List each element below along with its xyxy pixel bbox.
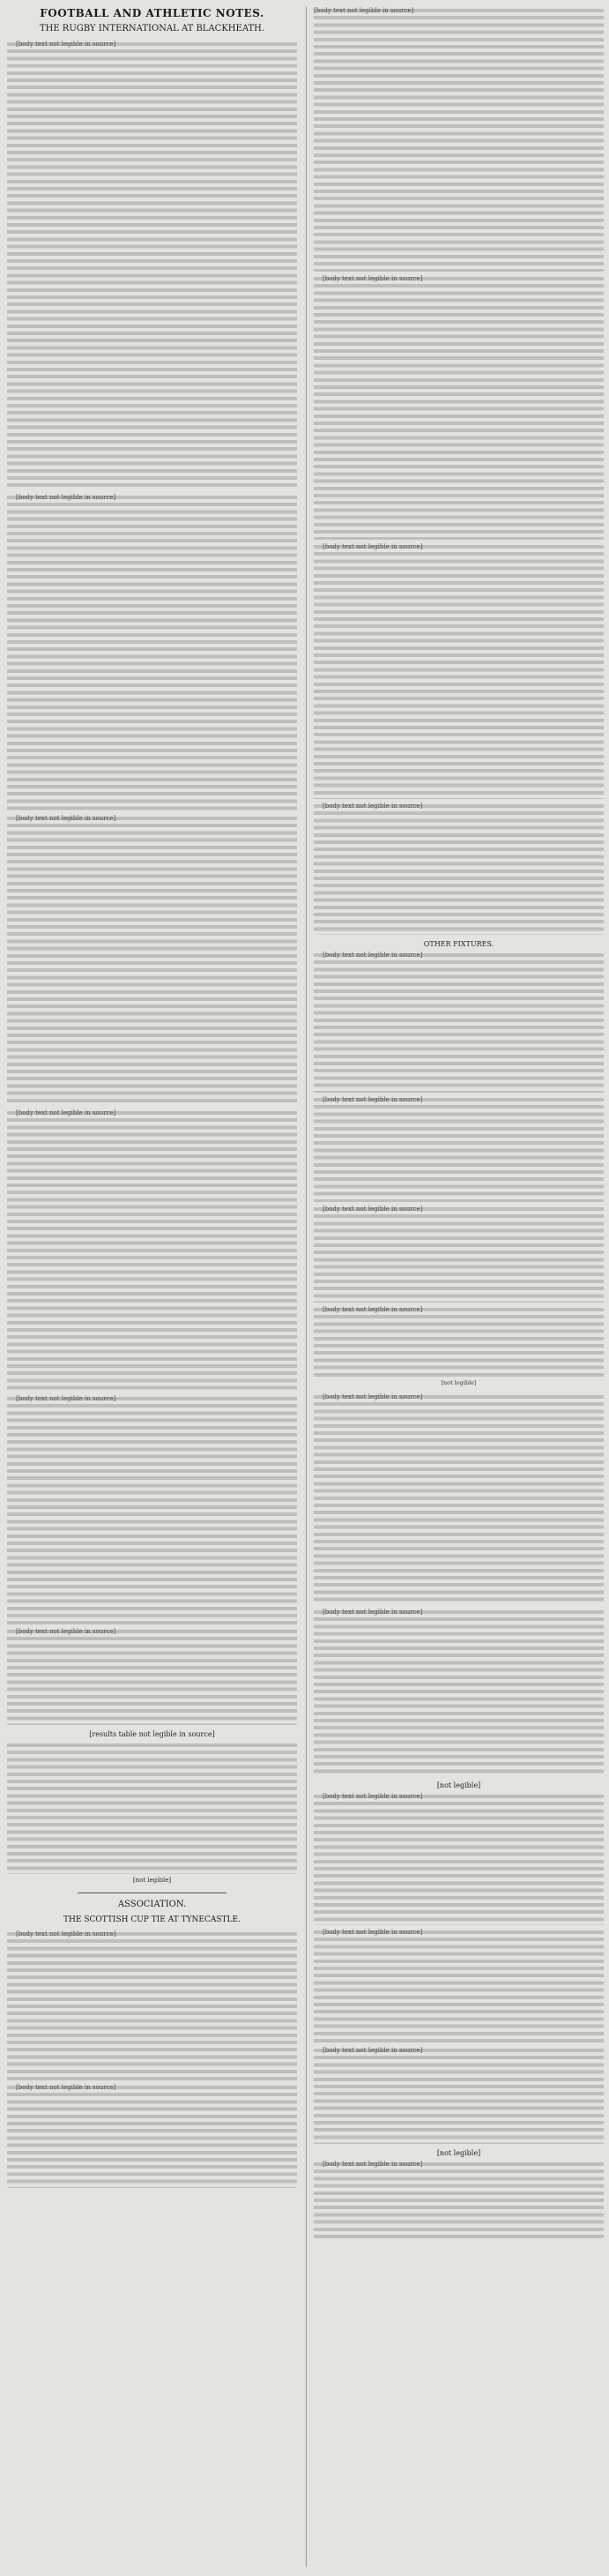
- body-paragraph: [body text not legible in source]: [7, 41, 297, 490]
- results-table: [7, 1730, 297, 1884]
- body-paragraph: [body text not legible in source]: [314, 1306, 604, 1377]
- body-paragraph: [body text not legible in source]: [314, 1793, 604, 1925]
- section-heading: FOOTBALL AND ATHLETIC NOTES.: [40, 7, 264, 19]
- body-paragraph: [body text not legible in source]: [314, 275, 604, 540]
- body-paragraph: [body text not legible in source]: [7, 2084, 297, 2188]
- page-columns: [7, 7, 604, 2567]
- left-column: [7, 7, 297, 2567]
- association-heading: ASSOCIATION.: [117, 1899, 187, 1909]
- results-title: [results table not legible in source]: [89, 1729, 215, 1738]
- body-paragraph: [body text not legible in source]: [314, 2161, 604, 2240]
- midsection-note: [not legible]: [441, 1379, 477, 1386]
- fixtures-heading: OTHER FIXTURES.: [423, 940, 494, 948]
- body-paragraph: [body text not legible in source]: [314, 1929, 604, 2043]
- body-paragraph: [body text not legible in source]: [7, 1109, 297, 1392]
- association-subheading: THE SCOTTISH CUP TIE AT TYNECASTLE.: [63, 1915, 241, 1924]
- body-paragraph: [body text not legible in source]: [314, 1393, 604, 1605]
- body-paragraph: [body text not legible in source]: [314, 2047, 604, 2144]
- article-title: THE RUGBY INTERNATIONAL AT BLACKHEATH.: [39, 24, 265, 34]
- body-paragraph: [body text not legible in source]: [7, 494, 297, 811]
- body-paragraph: [body text not legible in source]: [7, 1395, 297, 1624]
- body-paragraph: [body text not legible in source]: [7, 815, 297, 1106]
- body-paragraph: [body text not legible in source]: [314, 1206, 604, 1303]
- results-note: [not legible]: [132, 1876, 172, 1884]
- bottom-heading: [not legible]: [436, 2149, 481, 2158]
- body-paragraph: [body text not legible in source]: [314, 1609, 604, 1776]
- body-paragraph: [body text not legible in source]: [314, 952, 604, 1093]
- right-column: [306, 7, 604, 2567]
- results-block: [7, 1742, 297, 1874]
- body-paragraph: [body text not legible in source]: [314, 803, 604, 935]
- notes-heading: [not legible]: [436, 1781, 481, 1790]
- body-paragraph: [body text not legible in source]: [314, 7, 604, 272]
- body-paragraph: [body text not legible in source]: [314, 1096, 604, 1202]
- body-paragraph: [body text not legible in source]: [314, 543, 604, 799]
- body-paragraph: [body text not legible in source]: [7, 1628, 297, 1725]
- body-paragraph: [body text not legible in source]: [7, 1930, 297, 2080]
